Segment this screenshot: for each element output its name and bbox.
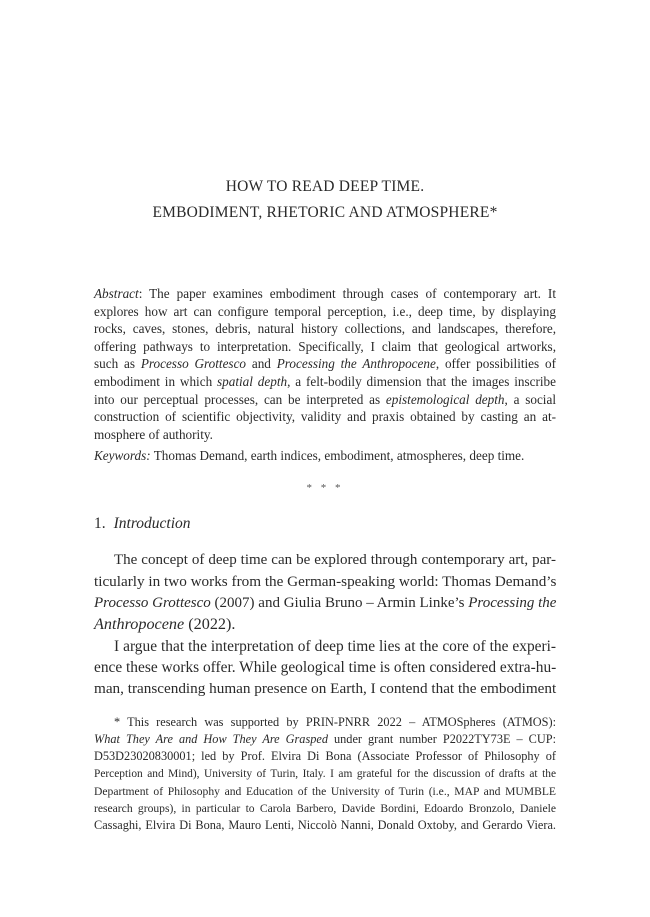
abstract-line: into our perceptual processes, can be interpreted as epistemological depth, a social [94,391,556,407]
abstract-line: embodiment in which spatial depth, a felt-bodily dimension that the images inscribe [94,373,556,389]
paper-title-line-2: EMBODIMENT, RHETORIC AND ATMOSPHERE* [152,204,498,221]
body-line: ticularly in two works from the German-speaking world: Thomas Demand’s [94,573,557,591]
keywords-text: Thomas Demand, earth indices, embodiment, atmospheres, deep time. [150,448,525,463]
footnote-line: * This research was supported by PRIN-PNRR 2022 – ATMOSpheres (ATMOS): [114,715,556,729]
abstract-line: rocks, caves, stones, debris, natural history collections, and landscapes, therefore, [94,321,556,337]
abstract-line: Abstract: The paper examines embodiment through cases of contemporary art. It [94,286,556,301]
abstract [94,285,556,443]
footnote-line: research groups), in particular to Carola Barbero, Davide Bordini, Edoardo Bronzolo, Daniele [94,802,556,816]
keywords [94,448,524,464]
body-line: Processo Grottesco (2007) and Giulia Bruno – Armin Linke’s Processing the [94,594,557,611]
body-line: ence these works offer. While geological time is often considered extra-hu- [94,659,557,677]
footnote-line: What They Are and How They Are Grasped under grant number P2022TY73E – CUP: [94,732,556,747]
footnote-line: D53D23020830001; led by Prof. Elvira Di Bona (Associate Professor of Philosophy of [94,749,556,764]
body-line: man, transcending human presence on Earth, I contend that the embodiment [94,680,557,698]
abstract-line: explores how art can configure temporal perception, i.e., deep time, by displaying [94,303,556,319]
section-number: 1. [94,515,106,532]
abstract-line: mosphere of authority. [94,426,213,442]
abstract-line: such as Processo Grottesco and Processing the Anthropocene, offer possibilities of [94,356,556,372]
footnote-line: Cassaghi, Elvira Di Bona, Mauro Lenti, Niccolò Nanni, Donald Oxtoby, and Gerardo Viera. [94,818,556,833]
body-text [94,550,556,700]
footnote-line: Department of Philosophy and Education of the University of Turin (i.e., MAP and MUMBLE [94,784,556,798]
abstract-line: construction of scientific objectivity, validity and praxis obtained by casting an at- [94,409,556,425]
section-title: Introduction [113,515,191,532]
body-line: Anthropocene (2022). [94,615,236,634]
section-heading [94,515,191,533]
abstract-line: offering pathways to interpretation. Specifically, I claim that geological artworks, [94,338,556,354]
paper-title-line-1: HOW TO READ DEEP TIME. [225,178,425,195]
footnote-line: Perception and Mind), University of Turin, Italy. I am grateful for the discussion of drafts at the [94,767,556,780]
abstract-label: Abstract [94,286,139,301]
body-line: I argue that the interpretation of deep time lies at the core of the experi- [114,637,556,655]
body-line: The concept of deep time can be explored through contemporary art, par- [114,552,556,568]
footnote [94,714,556,834]
section-separator: * * * [306,482,344,494]
keywords-label: Keywords: [94,448,151,463]
